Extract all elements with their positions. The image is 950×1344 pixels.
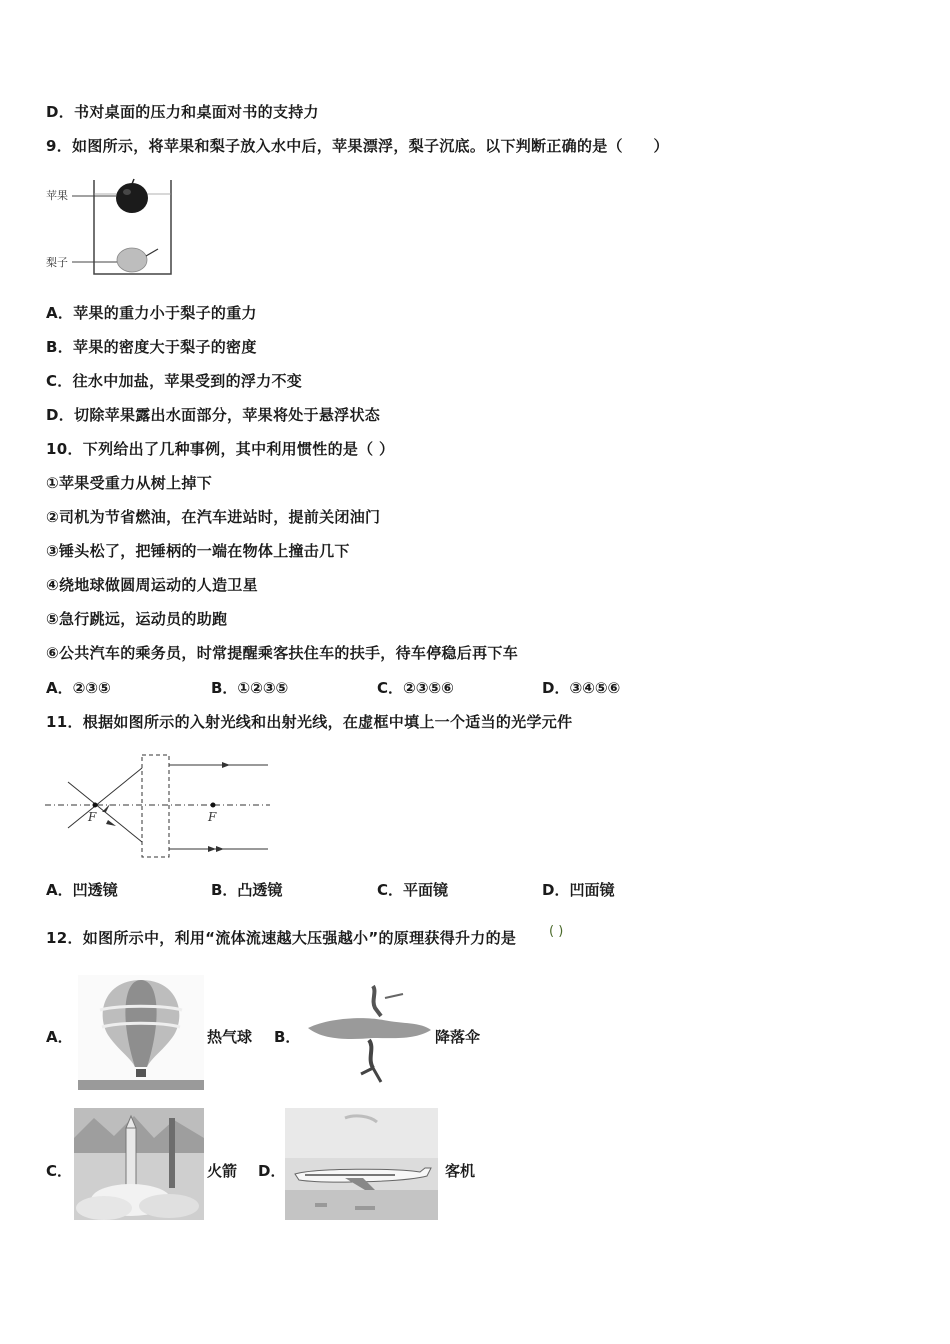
q8-option-d: D．书对桌面的压力和桌面对书的支持力: [46, 103, 319, 121]
q12-option-a-caption: 热气球: [207, 1028, 253, 1046]
apple: [116, 183, 148, 213]
q11-optics-figure: [40, 750, 275, 862]
q12-option-d-letter: D．: [258, 1162, 286, 1180]
q10-item-4: ④绕地球做圆周运动的人造卫星: [46, 576, 258, 594]
apple-label: 苹果: [46, 189, 68, 202]
q12-stem: 12．如图所示中，利用“流体流速越大压强越小”的原理获得升力的是: [46, 929, 517, 947]
q10-item-2: ②司机为节省燃油，在汽车进站时，提前关闭油门: [46, 508, 381, 526]
focus-left-label: F: [88, 810, 97, 824]
hot-air-balloon-image: [78, 975, 204, 1090]
pear: [117, 248, 147, 272]
q9-option-d: D．切除苹果露出水面部分，苹果将处于悬浮状态: [46, 406, 381, 424]
airliner-image: [285, 1108, 438, 1220]
q10-item-3: ③锤头松了，把锤柄的一端在物体上撞击几下: [46, 542, 350, 560]
q9-option-b: B．苹果的密度大于梨子的密度: [46, 338, 257, 356]
q9-option-a: A．苹果的重力小于梨子的重力: [46, 304, 257, 322]
q12-option-a-letter: A．: [46, 1028, 73, 1046]
q12-option-b-letter: B．: [274, 1028, 301, 1046]
q12-option-c-caption: 火箭: [207, 1162, 238, 1180]
q11-option-d: D．凹面镜: [542, 881, 615, 899]
q11-option-c: C．平面镜: [377, 881, 449, 899]
q10-stem: 10．下列给出了几种事例，其中利用惯性的是（ ）: [46, 440, 395, 458]
q11-option-a: A．凹透镜: [46, 881, 118, 899]
focus-right-dot: [211, 803, 216, 808]
q12-option-b-caption: 降落伞: [435, 1028, 481, 1046]
q9-stem: 9．如图所示，将苹果和梨子放入水中后，苹果漂浮，梨子沉底。以下判断正确的是（ ）: [46, 137, 669, 155]
pear-label: 梨子: [46, 256, 68, 269]
q10-item-1: ①苹果受重力从树上掉下: [46, 474, 213, 492]
q10-item-5: ⑤急行跳远，运动员的助跑: [46, 610, 228, 628]
q11-option-b: B．凸透镜: [211, 881, 283, 899]
q10-item-6: ⑥公共汽车的乘务员，时常提醒乘客扶住车的扶手，待车停稳后再下车: [46, 644, 519, 662]
focus-right-label: F: [208, 810, 217, 824]
q12-option-d-caption: 客机: [445, 1162, 476, 1180]
q12-bracket: ( ): [549, 924, 564, 939]
q12-option-c-letter: C．: [46, 1162, 73, 1180]
focus-left-dot: [93, 803, 98, 808]
q9-option-c: C．往水中加盐，苹果受到的浮力不变: [46, 372, 303, 390]
q10-option-d: D．③④⑤⑥: [542, 679, 621, 697]
parachute-image: [303, 978, 433, 1090]
q10-option-a: A．②③⑤: [46, 679, 111, 697]
q11-stem: 11．根据如图所示的入射光线和出射光线，在虚框中填上一个适当的光学元件: [46, 713, 573, 731]
q10-option-c: C．②③⑤⑥: [377, 679, 454, 697]
rocket-image: [74, 1108, 204, 1220]
dashed-box: [142, 755, 169, 857]
q10-option-b: B．①②③⑤: [211, 679, 289, 697]
